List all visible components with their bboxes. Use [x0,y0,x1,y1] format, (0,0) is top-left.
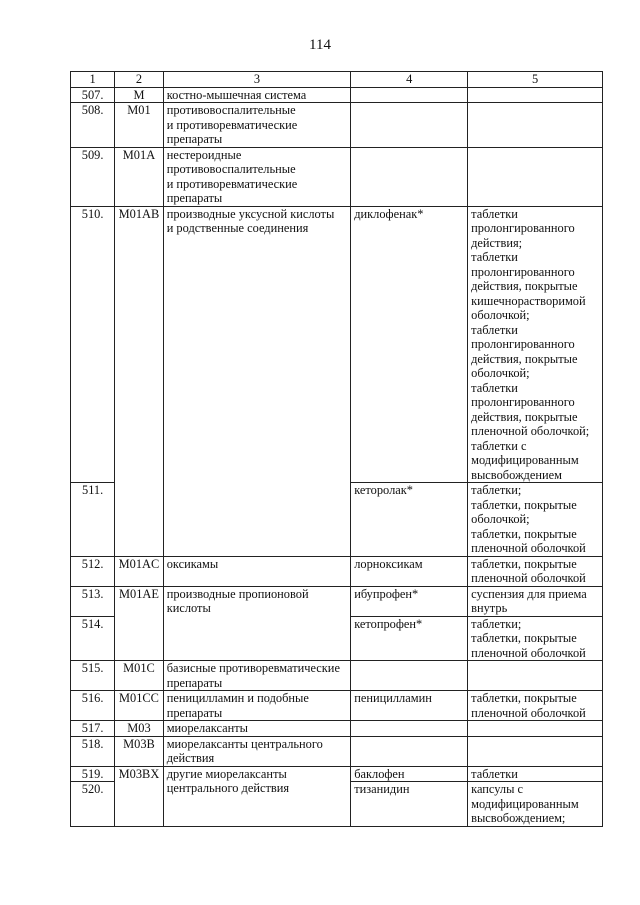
row-number: 516. [71,691,115,721]
drug-name [351,147,468,206]
dosage-form: таблетки пролонгированного действия; таблетки пролонгированного действия, покрытые кишечнорастворимой оболочкой; таблетки пролонгированного действия, покрытые оболочкой; таблетки пролонгированного действия, покрытые пленочной оболочкой; таблетки с модифицированным высвобождением [468,206,603,483]
row-number: 517. [71,721,115,737]
drug-name [351,736,468,766]
atc-code: M [115,87,163,103]
drug-name: кеторолак* [351,483,468,557]
group-name: другие миорелаксанты центрального действия [163,766,351,826]
atc-code: M01AC [115,556,163,586]
column-header: 3 [163,72,351,88]
drug-name: лорноксикам [351,556,468,586]
atc-code: M01 [115,103,163,148]
group-name: миорелаксанты [163,721,351,737]
group-name: костно-мышечная система [163,87,351,103]
drug-name: кетопрофен* [351,616,468,661]
dosage-form: таблетки; таблетки, покрытые пленочной оболочкой [468,616,603,661]
atc-code: M03 [115,721,163,737]
atc-code: M03BX [115,766,163,826]
column-header: 4 [351,72,468,88]
group-name: производные пропионовой кислоты [163,586,351,661]
dosage-form [468,147,603,206]
group-name: базисные противоревматические препараты [163,661,351,691]
group-name: пеницилламин и подобные препараты [163,691,351,721]
row-number: 519. [71,766,115,782]
row-number: 515. [71,661,115,691]
column-header: 2 [115,72,163,88]
atc-code: M01CC [115,691,163,721]
drug-name: баклофен [351,766,468,782]
drug-name [351,721,468,737]
table-row [71,556,603,586]
dosage-form [468,103,603,148]
table-row [71,103,603,148]
row-number: 508. [71,103,115,148]
drug-name [351,103,468,148]
dosage-form: таблетки; таблетки, покрытые оболочкой; таблетки, покрытые пленочной оболочкой [468,483,603,557]
table-row [71,766,603,782]
drug-name: тизанидин [351,782,468,827]
row-number: 520. [71,782,115,827]
row-number: 509. [71,147,115,206]
group-name: производные уксусной кислоты и родственные соединения [163,206,351,556]
table-row [71,147,603,206]
dosage-form: капсулы с модифицированным высвобождением; [468,782,603,827]
dosage-form [468,87,603,103]
row-number: 513. [71,586,115,616]
drug-name: ибупрофен* [351,586,468,616]
table-row [71,721,603,737]
medication-table [70,71,603,827]
row-number: 514. [71,616,115,661]
table-row [71,206,603,483]
row-number: 507. [71,87,115,103]
dosage-form [468,736,603,766]
column-header: 1 [71,72,115,88]
table-row [71,87,603,103]
group-name: оксикамы [163,556,351,586]
dosage-form [468,661,603,691]
table-row [71,661,603,691]
page-number: 114 [309,37,331,53]
row-number: 511. [71,483,115,557]
group-name: нестероидные противовоспалительные и противоревматические препараты [163,147,351,206]
dosage-form: суспензия для приема внутрь [468,586,603,616]
header-row [71,72,603,88]
dosage-form [468,721,603,737]
group-name: противовоспалительные и противоревматические препараты [163,103,351,148]
atc-code: M01AB [115,206,163,556]
atc-code: M01A [115,147,163,206]
row-number: 518. [71,736,115,766]
drug-name: пеницилламин [351,691,468,721]
table-row [71,691,603,721]
row-number: 510. [71,206,115,483]
table-row [71,736,603,766]
drug-name [351,87,468,103]
group-name: миорелаксанты центрального действия [163,736,351,766]
atc-code: M01AE [115,586,163,661]
row-number: 512. [71,556,115,586]
table-row [71,586,603,616]
drug-name [351,661,468,691]
atc-code: M03B [115,736,163,766]
dosage-form: таблетки, покрытые пленочной оболочкой [468,556,603,586]
dosage-form: таблетки, покрытые пленочной оболочкой [468,691,603,721]
drug-name: диклофенак* [351,206,468,483]
atc-code: M01C [115,661,163,691]
column-header: 5 [468,72,603,88]
dosage-form: таблетки [468,766,603,782]
